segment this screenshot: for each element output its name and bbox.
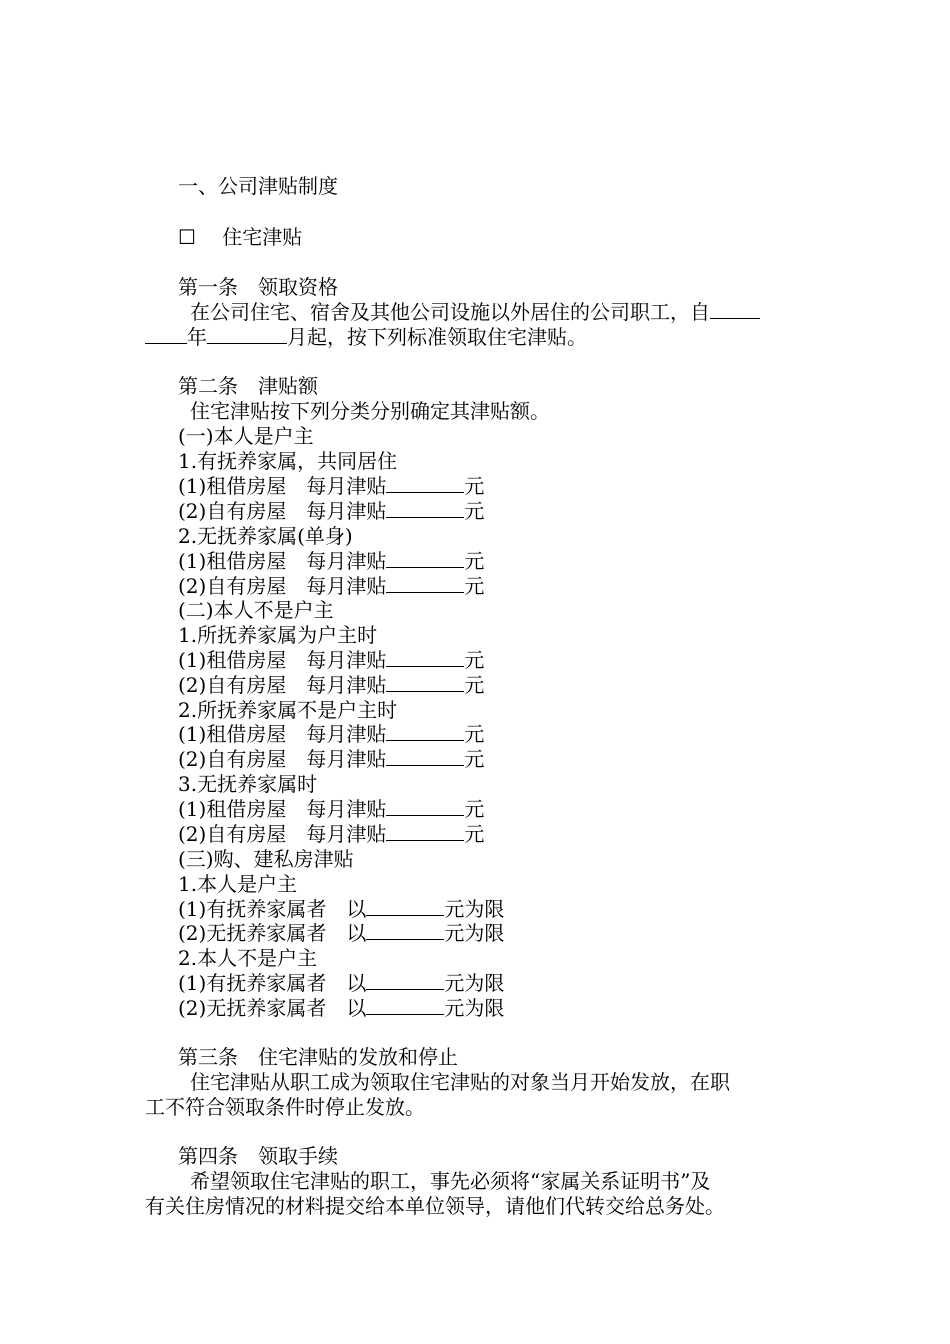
unit-label: 元: [464, 797, 485, 821]
row-label: (1)租借房屋 每月津贴: [178, 648, 387, 672]
limit-label: 元为限: [444, 897, 505, 921]
subcategory: 1.所抚养家属为户主时: [178, 623, 378, 647]
article-1-text-rest: 月起，按下列标准领取住宅津贴。: [287, 325, 587, 349]
limit-row: [178, 971, 504, 995]
blank-field: [386, 499, 464, 518]
unit-label: 元: [464, 499, 485, 523]
unit-label: 元: [464, 549, 485, 573]
category-2: (二)本人不是户主: [178, 598, 334, 622]
document-heading: 一、公司津贴制度: [178, 174, 338, 198]
article-4-title: 第四条 领取手续: [178, 1144, 338, 1168]
row-label: (1)租借房屋 每月津贴: [178, 474, 387, 498]
blank-field: [386, 648, 464, 667]
row-label: (1)租借房屋 每月津贴: [178, 549, 387, 573]
blank-field: [386, 549, 464, 568]
allowance-row: [178, 673, 484, 697]
row-label: (2)自有房屋 每月津贴: [178, 747, 387, 771]
article-3-title: 第三条 住宅津贴的发放和停止: [178, 1045, 458, 1069]
blank-field: [366, 996, 444, 1015]
limit-label: 元为限: [444, 996, 505, 1020]
limit-row: [178, 921, 504, 945]
blank-field: [386, 673, 464, 692]
unit-label: 元: [464, 574, 485, 598]
limit-label: 元为限: [444, 921, 505, 945]
allowance-row: [178, 797, 484, 821]
section-title: 住宅津贴: [222, 225, 303, 249]
allowance-row: [178, 722, 484, 746]
allowance-row: [178, 549, 484, 573]
blank-field: [386, 747, 464, 766]
unit-label: 元: [464, 822, 485, 846]
row-label: (1)有抚养家属者 以: [178, 897, 367, 921]
row-label: (2)自有房屋 每月津贴: [178, 822, 387, 846]
unit-label: 元: [464, 722, 485, 746]
unit-label: 元: [464, 673, 485, 697]
article-1-text-line2: [145, 325, 587, 349]
article-4-text-line2: 有关住房情况的材料提交给本单位领导，请他们代转交给总务处。: [145, 1194, 725, 1218]
article-2-intro: 住宅津贴按下列分类分别确定其津贴额。: [190, 399, 550, 423]
category-1: (一)本人是户主: [178, 424, 314, 448]
subcategory: 1.本人是户主: [178, 872, 298, 896]
blank-field: [366, 921, 444, 940]
row-label: (2)无抚养家属者 以: [178, 996, 367, 1020]
blank-field: [386, 474, 464, 493]
allowance-row: [178, 747, 484, 771]
subcategory: 2.无抚养家属(单身): [178, 524, 353, 548]
limit-row: [178, 897, 504, 921]
subcategory: 3.无抚养家属时: [178, 772, 318, 796]
row-label: (2)自有房屋 每月津贴: [178, 499, 387, 523]
allowance-row: [178, 574, 484, 598]
article-1-text: 在公司住宅、宿舍及其他公司设施以外居住的公司职工，自: [190, 300, 710, 324]
allowance-row: [178, 474, 484, 498]
article-3-text-line1: 住宅津贴从职工成为领取住宅津贴的对象当月开始发放，在职: [190, 1070, 730, 1094]
blank-field: [386, 797, 464, 816]
subcategory: 2.所抚养家属不是户主时: [178, 698, 398, 722]
blank-field: [366, 897, 444, 916]
row-label: (2)自有房屋 每月津贴: [178, 673, 387, 697]
allowance-row: [178, 822, 484, 846]
category-3: (三)购、建私房津贴: [178, 847, 354, 871]
blank-field: [386, 574, 464, 593]
row-label: (2)无抚养家属者 以: [178, 921, 367, 945]
blank-field: [386, 722, 464, 741]
row-label: (1)有抚养家属者 以: [178, 971, 367, 995]
row-label: (2)自有房屋 每月津贴: [178, 574, 387, 598]
unit-label: 元: [464, 747, 485, 771]
limit-label: 元为限: [444, 971, 505, 995]
article-4-text-line1: 希望领取住宅津贴的职工，事先必须将“家属关系证明书”及: [190, 1169, 711, 1193]
checkbox-icon: ☐: [178, 225, 196, 249]
subcategory: 2.本人不是户主: [178, 946, 318, 970]
blank-field: [145, 325, 187, 344]
unit-label: 元: [464, 474, 485, 498]
allowance-row: [178, 648, 484, 672]
blank-field: [386, 822, 464, 841]
unit-label: 元: [464, 648, 485, 672]
row-label: (1)租借房屋 每月津贴: [178, 722, 387, 746]
blank-field: [366, 971, 444, 990]
article-2-title: 第二条 津贴额: [178, 374, 318, 398]
article-1-text-line1: [190, 300, 760, 324]
blank-field: [207, 325, 287, 344]
year-label: 年: [187, 325, 207, 349]
article-1-title: 第一条 领取资格: [178, 275, 338, 299]
article-3-text-line2: 工不符合领取条件时停止发放。: [145, 1095, 425, 1119]
allowance-row: [178, 499, 484, 523]
row-label: (1)租借房屋 每月津贴: [178, 797, 387, 821]
section-header: [178, 225, 302, 249]
limit-row: [178, 996, 504, 1020]
blank-field: [710, 300, 760, 319]
subcategory: 1.有抚养家属，共同居住: [178, 449, 398, 473]
